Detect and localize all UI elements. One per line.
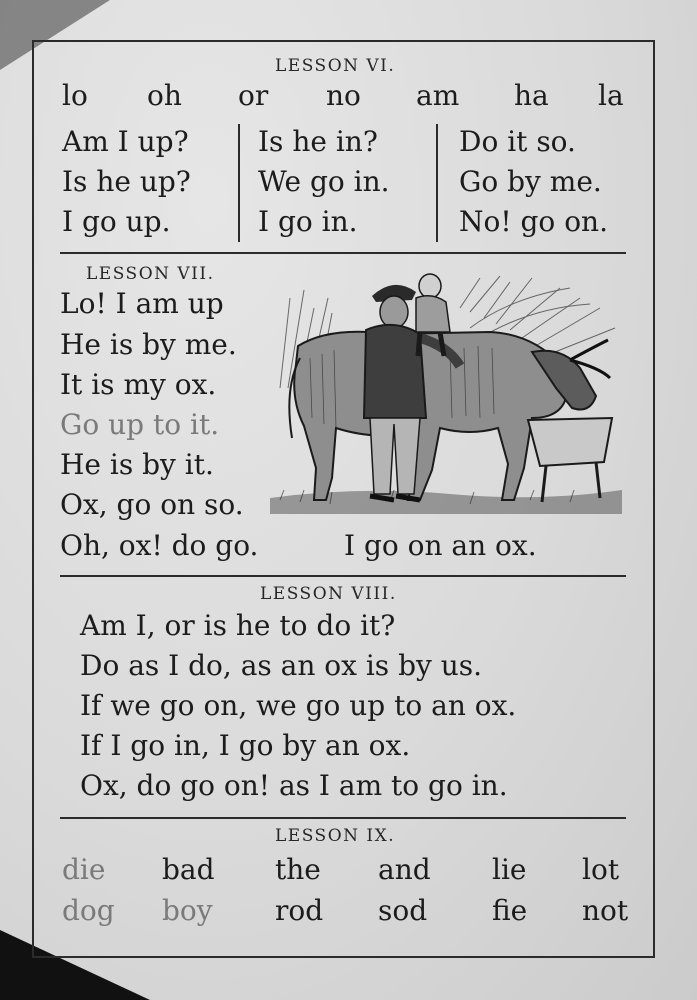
lesson-9-word: and [378,853,431,886]
lesson-7-line: Go up to it. [60,408,220,441]
section-divider [60,817,626,819]
lesson-8-line: Ox, do go on! as I am to go in. [80,769,508,802]
lesson-6-word: am [416,79,460,112]
lesson-7-caption: I go on an ox. [344,529,537,562]
lesson-7-line: Lo! I am up [60,287,224,320]
section-divider [60,252,626,254]
lesson-8-line: Am I, or is he to do it? [80,609,396,642]
lesson-6-word: la [598,79,624,112]
lesson-6-sentence: Go by me. [459,165,602,198]
lesson-7-line: It is my ox. [60,368,217,401]
lesson-8-line: If we go on, we go up to an ox. [80,689,517,722]
lesson-9-word: lot [582,853,620,886]
lesson-7-line: Ox, go on so. [60,488,244,521]
lesson-9-word: bad [162,853,215,886]
lesson-9-word: dog [62,894,115,927]
lesson-6-word: ha [514,79,549,112]
column-divider [238,124,240,242]
lesson-9-word: lie [492,853,527,886]
lesson-6-sentence: Is he in? [258,125,378,158]
lesson-8-line: If I go in, I go by an ox. [80,729,411,762]
lesson-6-word: no [326,79,361,112]
lesson-9-heading: LESSON IX. [275,826,396,846]
lesson-6-sentence: I go in. [258,205,358,238]
lesson-7-line: He is by me. [60,328,237,361]
lesson-6-word: oh [147,79,182,112]
lesson-9-word: sod [378,894,428,927]
lesson-6-sentence: Is he up? [62,165,191,198]
lesson-7-heading: LESSON VII. [86,264,215,284]
lesson-6-sentence: Am I up? [62,125,189,158]
lesson-8-line: Do as I do, as an ox is by us. [80,649,483,682]
lesson-6-sentence: No! go on. [459,205,608,238]
lesson-6-word: or [238,79,269,112]
lesson-9-word: die [62,853,106,886]
lesson-7-line: Oh, ox! do go. [60,529,259,562]
ox-engraving-illustration [270,268,622,514]
section-divider [60,575,626,577]
lesson-6-heading: LESSON VI. [275,56,396,76]
column-divider [436,124,438,242]
lesson-6-sentence: We go in. [258,165,390,198]
lesson-6-word: lo [62,79,88,112]
lesson-9-word: boy [162,894,213,927]
lesson-9-word: the [275,853,321,886]
lesson-9-word: rod [275,894,324,927]
lesson-6-sentence: Do it so. [459,125,576,158]
lesson-6-sentence: I go up. [62,205,171,238]
lesson-9-word: not [582,894,629,927]
lesson-9-word: fie [492,894,528,927]
lesson-7-line: He is by it. [60,448,214,481]
lesson-8-heading: LESSON VIII. [260,584,397,604]
